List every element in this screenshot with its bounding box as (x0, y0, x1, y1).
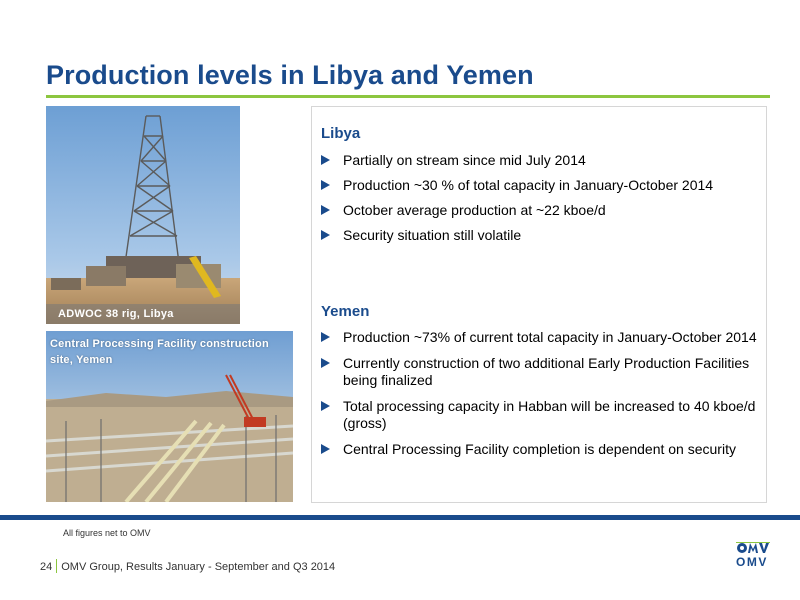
title-underline (46, 95, 770, 98)
page-number: 24 (40, 561, 53, 573)
photo-drilling-rig (46, 106, 240, 324)
footer-title: OMV Group, Results January - September and Q3 2014 (61, 561, 336, 573)
page-footer (40, 559, 335, 573)
omv-logo-icon (736, 542, 770, 554)
page-title: Production levels in Libya and Yemen (46, 60, 534, 90)
footer-band (0, 515, 800, 520)
omv-logo (736, 542, 770, 569)
footnote: All figures net to OMV (63, 528, 151, 538)
list-item: Total processing capacity in Habban will be increased to 40 kboe/d (gross) (321, 398, 761, 432)
logo-text: OMV (736, 555, 768, 569)
list-item: Security situation still volatile (321, 227, 761, 244)
photo-processing-facility (46, 331, 293, 502)
content-panel (311, 106, 767, 503)
bullet-arrow-icon (321, 180, 330, 190)
yemen-heading: Yemen (321, 303, 370, 320)
bullet-arrow-icon (321, 155, 330, 165)
yemen-bullet-list (321, 329, 761, 458)
bullet-arrow-icon (321, 401, 330, 411)
bullet-arrow-icon (321, 230, 330, 240)
list-item: Partially on stream since mid July 2014 (321, 152, 761, 169)
facility-caption: Central Processing Facility construction site, Yemen (50, 338, 269, 366)
bullet-arrow-icon (321, 205, 330, 215)
bullet-arrow-icon (321, 358, 330, 368)
libya-heading: Libya (321, 125, 361, 142)
bullet-arrow-icon (321, 444, 330, 454)
drilling-rig-image (46, 106, 240, 324)
rig-caption: ADWOC 38 rig, Libya (46, 304, 240, 324)
list-item: Production ~30 % of total capacity in January-October 2014 (321, 177, 761, 194)
libya-bullet-list (321, 152, 761, 244)
list-item: October average production at ~22 kboe/d (321, 202, 761, 219)
bullet-arrow-icon (321, 332, 330, 342)
list-item: Central Processing Facility completion is dependent on security (321, 441, 761, 458)
list-item: Currently construction of two additional Early Production Facilities being finalized (321, 355, 761, 389)
footer-separator (56, 559, 57, 573)
list-item: Production ~73% of current total capacity in January-October 2014 (321, 329, 761, 346)
